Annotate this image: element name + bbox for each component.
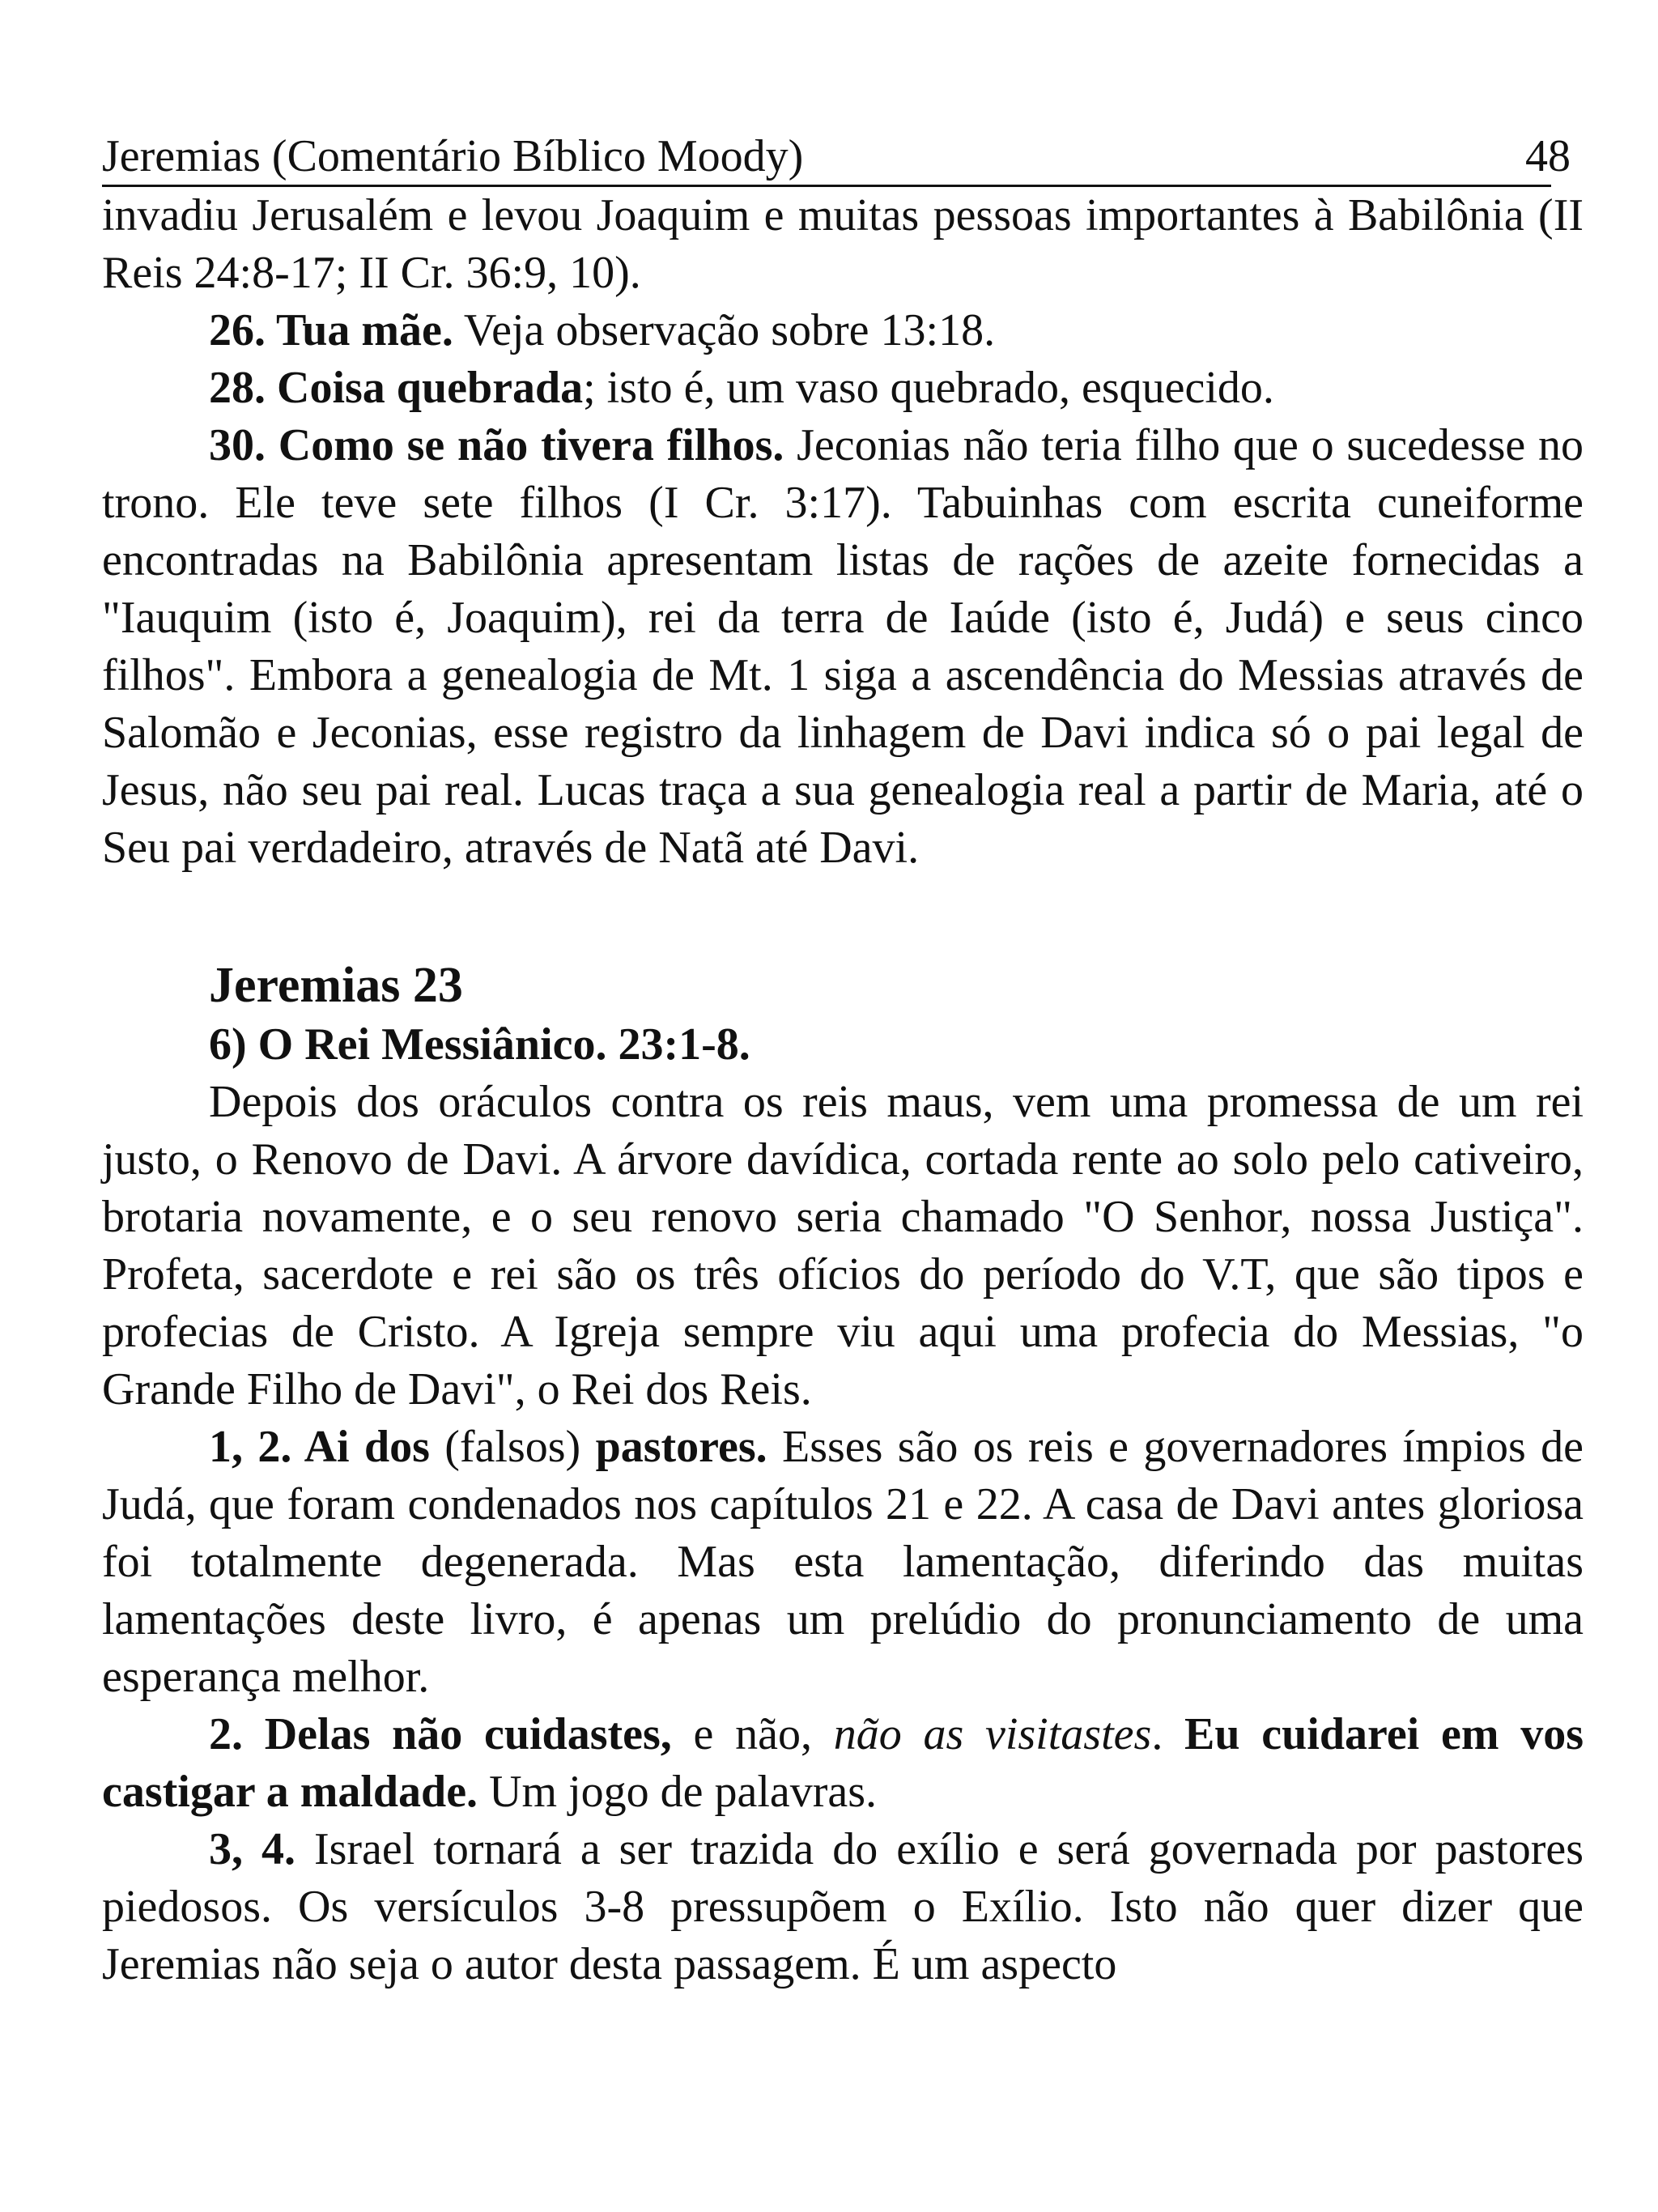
document-body (102, 187, 1584, 1993)
paragraph-text: Esses são os reis e governadores ímpios de Judá, que foram condenados nos capítulos 21 e 22. A casa de Davi antes gloriosa foi totalmente degenerada. Mas esta lamentação, diferindo das muitas lamentações deste livro, é apenas um prelúdio do pronunciamento de uma esperança melhor. (102, 1422, 1584, 1702)
paragraph-verse-3-4 (102, 1821, 1584, 1993)
paragraph-continuation: invadiu Jerusalém e levou Joaquim e muitas pessoas importantes à Babilônia (II Reis 24:8-17; II Cr. 36:9, 10). (102, 190, 1584, 298)
paragraph-text: (falsos) (429, 1422, 596, 1472)
paragraph-text: Jeconias não teria filho que o sucedesse no trono. Ele teve sete filhos (I Cr. 3:17). Tabuinhas com escrita cuneiforme encontradas na Babilônia apresentam listas de rações de azeite fornecidas a "Iauquim (isto é, Joaquim), rei da terra de Iaúde (isto é, Judá) e seus cinco filhos". Embora a genealogia de Mt. 1 siga a ascendência do Messias através de Salomão e Jeconias, esse registro da linhagem de Davi indica só o pai legal de Jesus, não seu pai real. Lucas traça a sua genealogia real a partir de Maria, até o Seu pai verdadeiro, através de Natã até Davi. (102, 420, 1584, 873)
paragraph-text: . (1151, 1709, 1185, 1759)
verse-ref: 2. Delas não cuidastes, (209, 1709, 672, 1759)
verse-ref: 3, 4. (209, 1824, 295, 1874)
paragraph-verse-26 (102, 302, 1584, 359)
verse-ref: 30. Como se não tivera filhos. (209, 420, 784, 470)
paragraph-text: e não, (671, 1709, 834, 1759)
paragraph-text: Veja observação sobre 13:18. (453, 305, 996, 355)
paragraph-verse-2 (102, 1706, 1584, 1821)
italic-quote: não as visitastes (833, 1709, 1152, 1759)
paragraph-text: Um jogo de palavras. (478, 1767, 878, 1817)
paragraph-text: Israel tornará a ser trazida do exílio e será governada por pastores piedosos. Os versículos 3-8 pressupõem o Exílio. Isto não quer dizer que Jeremias não seja o autor desta passagem. É um aspecto (102, 1824, 1584, 1989)
paragraph-text: ; isto é, um vaso quebrado, esquecido. (583, 363, 1274, 413)
verse-ref: 26. Tua mãe. (209, 305, 453, 355)
page-number: 48 (1525, 131, 1571, 181)
paragraph-verse-1-2 (102, 1419, 1584, 1706)
section-heading: 6) O Rei Messiânico. 23:1-8. (209, 1019, 750, 1070)
running-header (102, 128, 1571, 187)
bold-quote: Eu cuidarei em vos castigar a maldade. (102, 1709, 1584, 1817)
spacer (102, 877, 1584, 955)
paragraph-verse-28 (102, 359, 1584, 417)
paragraph-verse-30 (102, 417, 1584, 877)
chapter-heading: Jeremias 23 (209, 958, 463, 1013)
document-page (102, 128, 1584, 1993)
verse-ref: 1, 2. Ai dos (209, 1422, 430, 1472)
verse-ref-continued: pastores. (595, 1422, 767, 1472)
verse-ref: 28. Coisa quebrada (209, 363, 584, 413)
header-title: Jeremias (Comentário Bíblico Moody) (102, 131, 804, 181)
paragraph-intro: Depois dos oráculos contra os reis maus, vem uma promessa de um rei justo, o Renovo de Davi. A árvore davídica, cortada rente ao solo pelo cativeiro, brotaria novamente, e o seu renovo seria chamado "O Senhor, nossa Justiça". Profeta, sacerdote e rei são os três ofícios do período do V.T, que são tipos e profecias de Cristo. A Igreja sempre viu aqui uma profecia do Messias, "o Grande Filho de Davi", o Rei dos Reis. (102, 1077, 1584, 1414)
